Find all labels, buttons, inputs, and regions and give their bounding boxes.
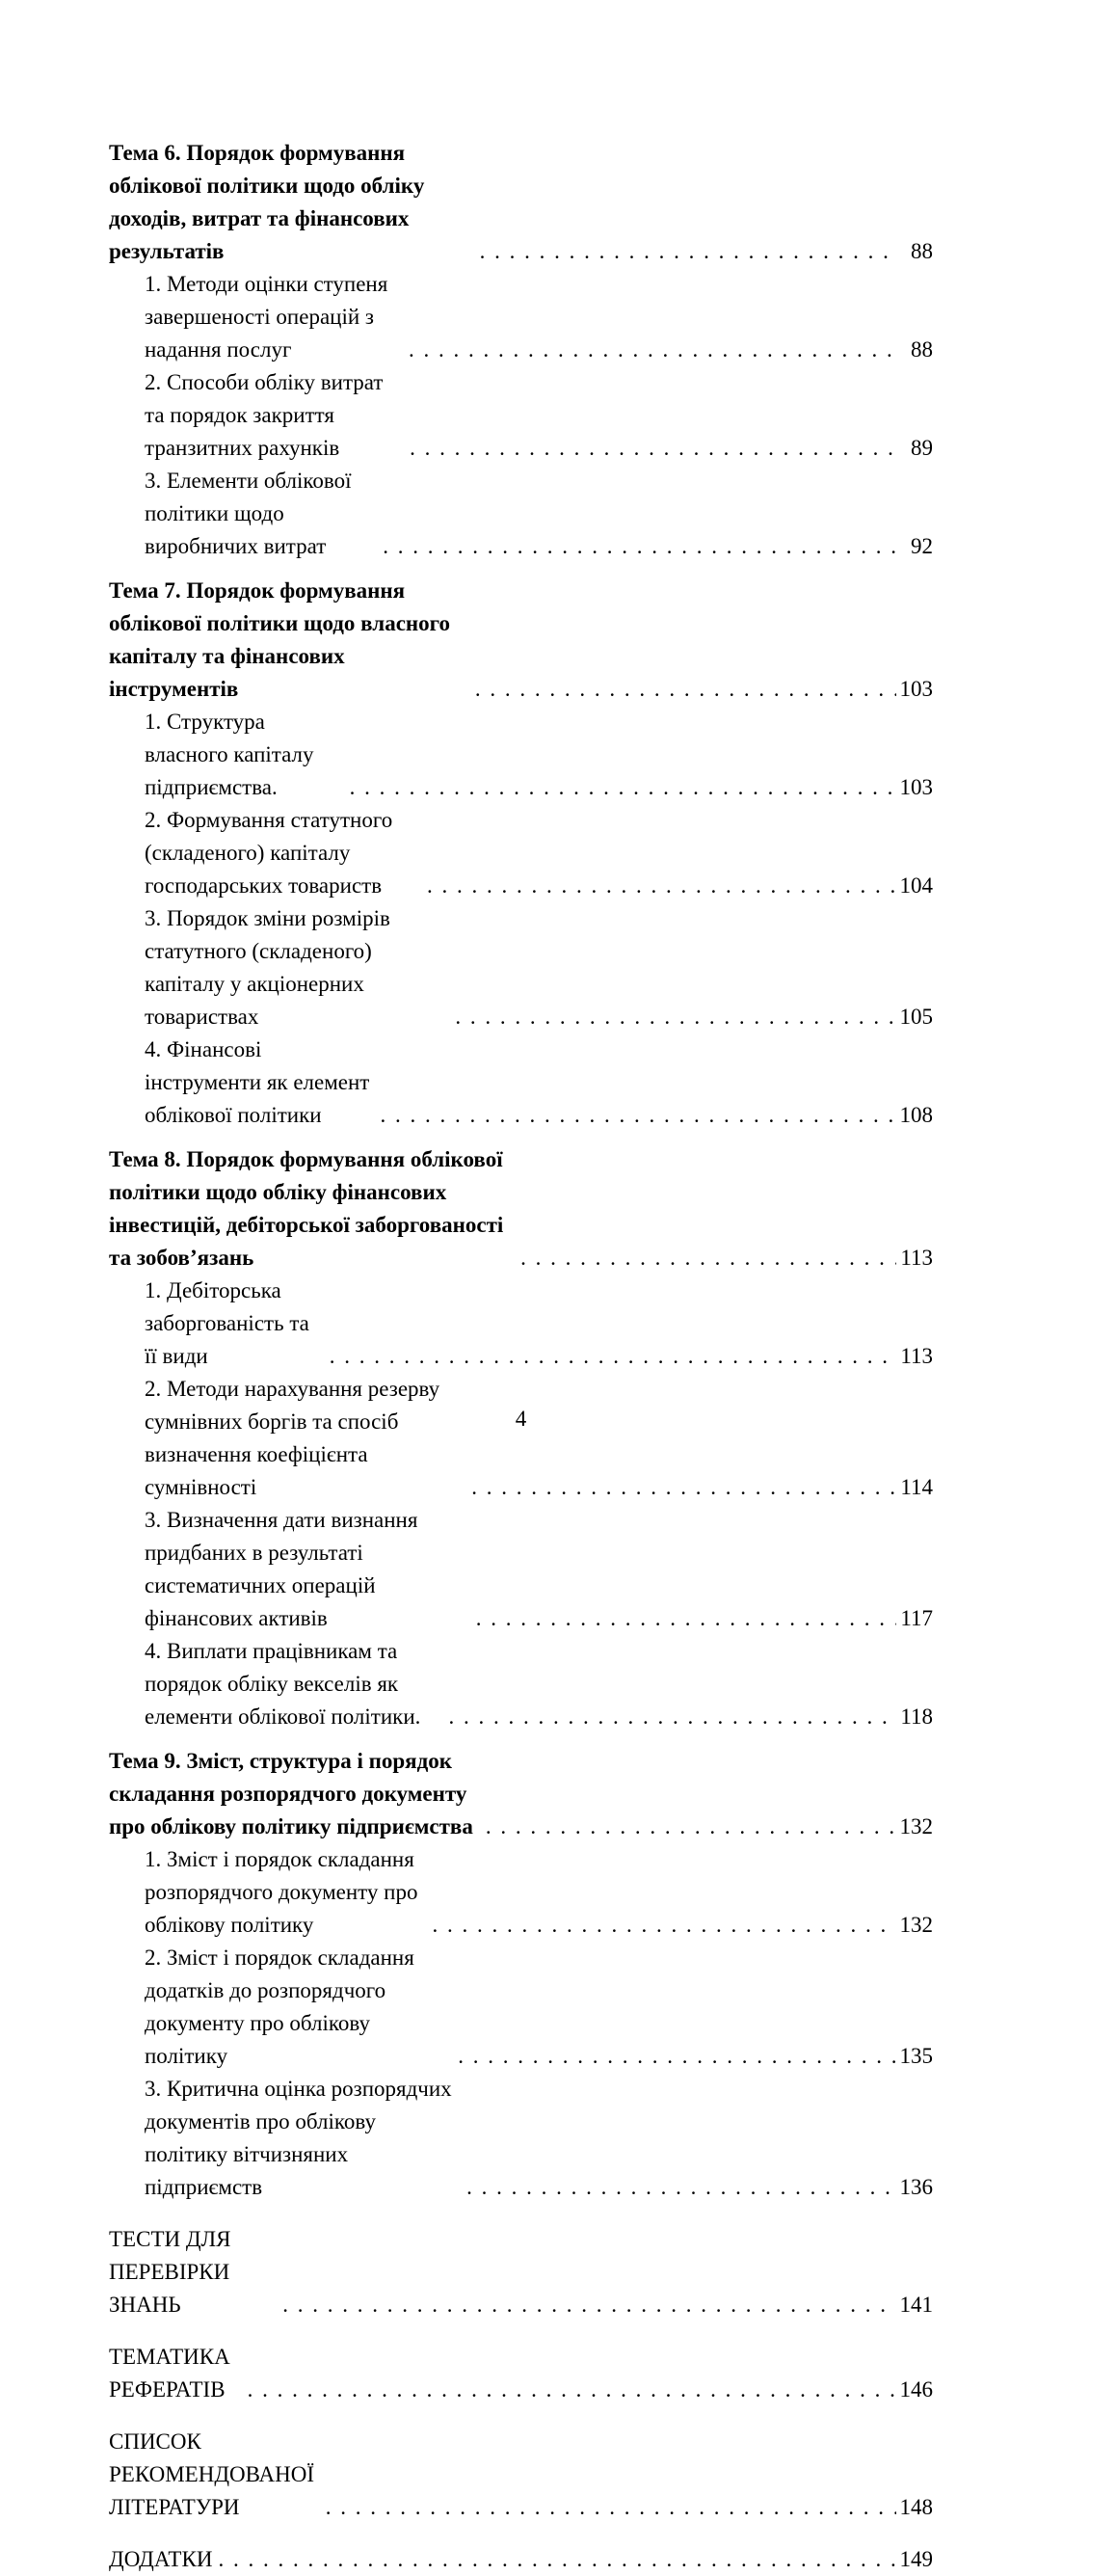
- toc-entry-item: [109, 465, 933, 563]
- toc-entry-page: 108: [899, 1103, 933, 1127]
- toc-entry-item: [109, 1275, 933, 1373]
- toc-entry-title: 1. Зміст і порядок складання розпорядчого документу про облікову політику: [145, 1847, 418, 1937]
- toc-entry-title: 3. Елементи облікової політики щодо виробничих витрат: [145, 469, 352, 558]
- toc-entry-title: СПИСОК РЕКОМЕНДОВАНОЇ ЛІТЕРАТУРИ: [109, 2429, 315, 2519]
- toc-entry-page: 103: [899, 775, 933, 799]
- toc-entry-title: Тема 6. Порядок формування облікової політики щодо обліку доходів, витрат та фінансових результатів: [109, 141, 425, 263]
- dot-leader: [344, 771, 896, 804]
- dot-leader: [426, 1909, 896, 1942]
- toc-entry-page: 113: [900, 1344, 933, 1368]
- toc-entry-item: [109, 2073, 933, 2204]
- dot-leader: [212, 2543, 896, 2576]
- toc-entry-page: 113: [900, 1246, 933, 1270]
- toc-entry-item: [109, 1942, 933, 2073]
- toc-entry-page: 88: [911, 337, 933, 362]
- dot-leader: [470, 1602, 896, 1635]
- toc-entry-title: ТЕСТИ ДЛЯ ПЕРЕВІРКИ ЗНАНЬ: [109, 2227, 231, 2317]
- toc-entry-title: 2. Методи нарахування резерву сумнівних боргів та спосіб визначення коефіцієнта сумнівності: [145, 1377, 440, 1499]
- dot-leader: [324, 1340, 896, 1373]
- toc-entry-title: 1. Дебіторська заборгованість та її види: [145, 1278, 309, 1368]
- toc-entry-page: 141: [899, 2293, 933, 2317]
- toc-entry-item: [109, 268, 933, 366]
- toc-entry-item: [109, 1843, 933, 1942]
- page-footer: [109, 1403, 933, 1436]
- toc-entry-title: Тема 7. Порядок формування облікової політики щодо власного капіталу та фінансових інструментів: [109, 578, 451, 701]
- dot-leader: [469, 673, 896, 706]
- toc-entry-page: 105: [899, 1005, 933, 1029]
- toc-entry-item: [109, 706, 933, 804]
- toc-entry-item: [109, 1504, 933, 1635]
- toc-entry-title: 2. Формування статутного (складеного) капіталу господарських товариств: [145, 808, 393, 898]
- dot-leader: [320, 2491, 896, 2524]
- dot-leader: [480, 1811, 896, 1843]
- dot-leader: [442, 1701, 896, 1733]
- dot-leader: [374, 1099, 896, 1132]
- page-number: 4: [515, 1407, 527, 1431]
- table-of-contents: [109, 137, 933, 2576]
- dot-leader: [474, 235, 896, 268]
- toc-entry-title: 2. Способи обліку витрат та порядок закриття транзитних рахунків: [145, 370, 384, 460]
- toc-entry-section: [109, 2543, 933, 2576]
- toc-entry-page: 117: [900, 1606, 933, 1630]
- toc-entry-theme: [109, 137, 933, 268]
- toc-entry-item: [109, 804, 933, 902]
- toc-entry-title: 3. Визначення дати визнання придбаних в результаті систематичних операцій фінансових активів: [145, 1508, 418, 1630]
- toc-entry-theme: [109, 575, 933, 706]
- toc-entry-title: ДОДАТКИ: [109, 2547, 213, 2571]
- toc-entry-title: 4. Фінансові інструменти як елемент облікової політики: [145, 1037, 370, 1127]
- toc-entry-theme: [109, 1745, 933, 1843]
- toc-entry-page: 88: [911, 239, 933, 263]
- toc-entry-title: 3. Порядок зміни розмірів статутного (складеного) капіталу у акціонерних товариствах: [145, 906, 390, 1029]
- dot-leader: [461, 2171, 896, 2204]
- toc-entry-title: 1. Структура власного капіталу підприємства.: [145, 710, 314, 799]
- toc-entry-page: 132: [899, 1814, 933, 1838]
- toc-entry-page: 149: [899, 2547, 933, 2571]
- toc-entry-page: 89: [911, 436, 933, 460]
- dot-leader: [449, 1001, 896, 1033]
- toc-entry-item: [109, 1033, 933, 1132]
- toc-entry-page: 136: [899, 2175, 933, 2199]
- toc-entry-title: 1. Методи оцінки ступеня завершеності операцій з надання послуг: [145, 272, 388, 362]
- toc-entry-title: Тема 8. Порядок формування облікової політики щодо обліку фінансових інвестицій, дебіторської заборгованості та зобов’язань: [109, 1147, 504, 1270]
- toc-entry-item: [109, 1373, 933, 1504]
- toc-entry-section: [109, 2341, 933, 2406]
- toc-entry-title: Тема 9. Зміст, структура і порядок складання розпорядчого документу про облікову політику підприємства: [109, 1749, 473, 1838]
- toc-entry-item: [109, 902, 933, 1033]
- toc-entry-item: [109, 1635, 933, 1733]
- toc-entry-page: 104: [899, 873, 933, 898]
- toc-entry-page: 103: [899, 677, 933, 701]
- dot-leader: [404, 432, 896, 465]
- dot-leader: [242, 2374, 896, 2406]
- dot-leader: [403, 334, 896, 366]
- toc-entry-theme: [109, 1143, 933, 1275]
- dot-leader: [377, 530, 896, 563]
- toc-entry-page: 132: [899, 1913, 933, 1937]
- toc-entry-page: 146: [899, 2377, 933, 2402]
- toc-entry-section: [109, 2223, 933, 2321]
- toc-entry-item: [109, 366, 933, 465]
- toc-entry-title: 3. Критична оцінка розпорядчих документів про облікову політику вітчизняних підприємств: [145, 2077, 452, 2199]
- toc-entry-title: 4. Виплати працівникам та порядок обліку векселів як елементи облікової політики.: [145, 1639, 421, 1729]
- dot-leader: [277, 2289, 896, 2321]
- toc-entry-section: [109, 2426, 933, 2524]
- dot-leader: [452, 2040, 896, 2073]
- toc-entry-page: 92: [911, 534, 933, 558]
- dot-leader: [515, 1242, 896, 1275]
- toc-entry-title: 2. Зміст і порядок складання додатків до розпорядчого документу про облікову політику: [145, 1945, 414, 2068]
- toc-entry-page: 118: [900, 1704, 933, 1729]
- toc-entry-page: 135: [899, 2044, 933, 2068]
- toc-entry-page: 114: [900, 1475, 933, 1499]
- dot-leader: [421, 870, 896, 902]
- toc-entry-title: ТЕМАТИКА РЕФЕРАТІВ: [109, 2345, 230, 2402]
- toc-entry-page: 148: [899, 2495, 933, 2519]
- dot-leader: [465, 1471, 896, 1504]
